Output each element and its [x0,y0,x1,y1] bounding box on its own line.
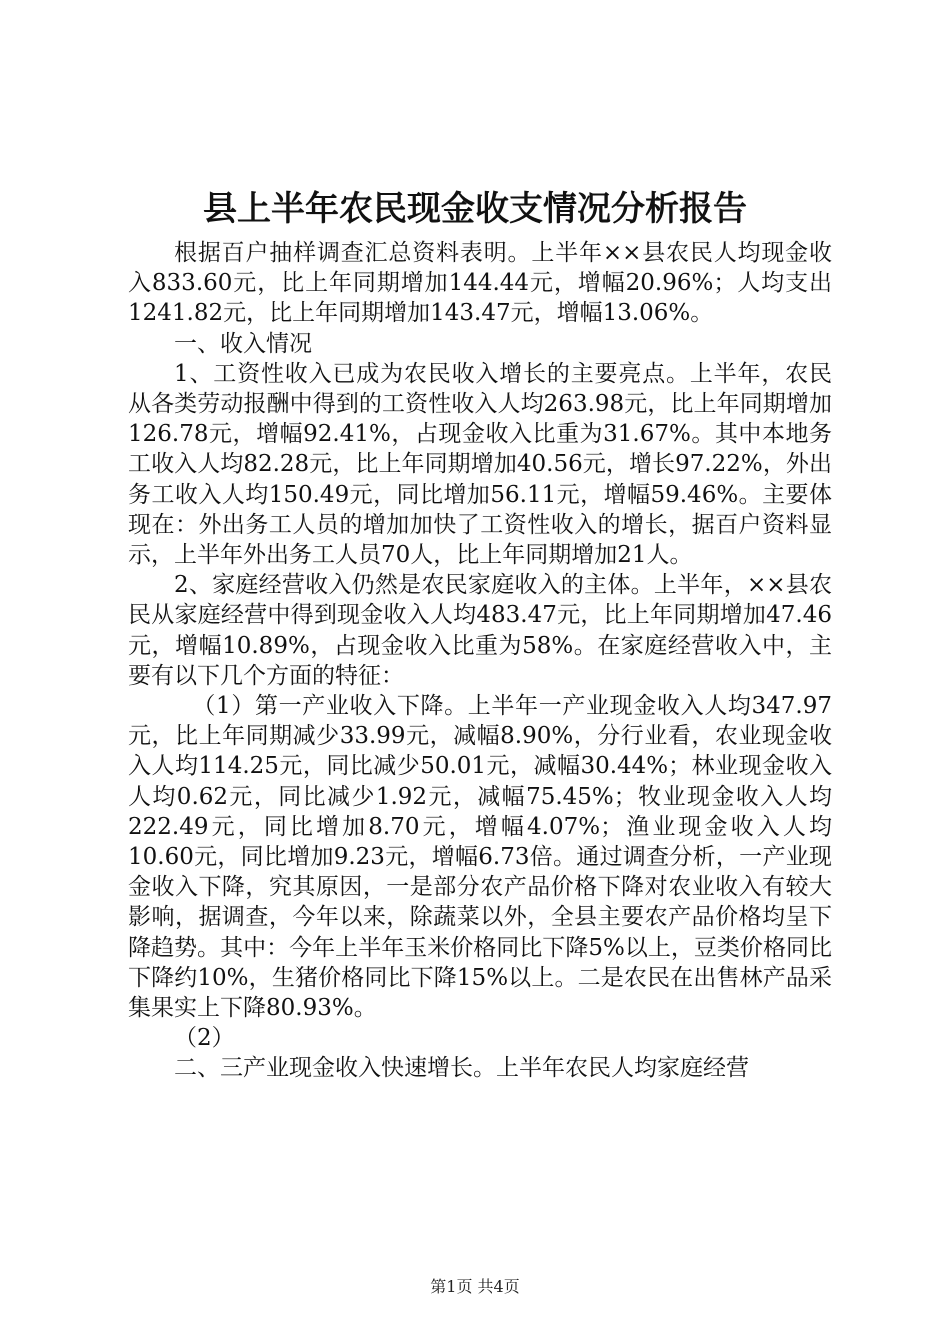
document-title: 县上半年农民现金收支情况分析报告 [203,189,747,229]
paragraph-summary: 根据百户抽样调查汇总资料表明。上半年××县农民人均现金收入833.60元，比上年同期增加144.44元，增幅20.96%；人均支出1241.82元，比上年同期增加143.47元，增幅13.06%。 [128,240,832,327]
paragraph-item-2: （2） [174,1025,235,1052]
section-heading-income: 一、收入情况 [174,330,312,357]
paragraph-household-income: 2、家庭经营收入仍然是农民家庭收入的主体。上半年，××县农民从家庭经营中得到现金收入人均483.47元，比上年同期增加47.46元，增幅10.89%，占现金收入比重为58%。在家庭经营收入中，主要有以下几个方面的特征： [128,572,832,689]
paragraph-secondary-tertiary: 二、三产业现金收入快速增长。上半年农民人均家庭经营 [174,1055,749,1082]
paragraph-wage-income: 1、工资性收入已成为农民收入增长的主要亮点。上半年，农民从各类劳动报酬中得到的工资性收入人均263.98元，比上年同期增加126.78元，增幅92.41%，占现金收入比重为31.67%。其中本地务工收入人均82.28元，比上年同期增加40.56元，增长97.22%，外出务工收入人均150.49元，同比增加56.11元，增幅59.46%。主要体现在：外出务工人员的增加加快了工资性收入的增长，据百户资料显示，上半年外出务工人员70人，比上年同期增加21人。 [128,360,832,569]
paragraph-primary-industry: （1）第一产业收入下降。上半年一产业现金收入人均347.97元，比上年同期减少33.99元，减幅8.90%，分行业看，农业现金收入人均114.25元，同比减少50.01元，减幅30.44%；林业现金收入人均0.62元，同比减少1.92元，减幅75.45%；牧业现金收入人均222.49元，同比增加8.70元，增幅4.07%；渔业现金收入人均10.60元，同比增加9.23元，增幅6.73倍。通过调查分析，一产业现金收入下降，究其原因，一是部分农产品价格下降对农业收入有较大影响，据调查，今年以来，除蔬菜以外，全县主要农产品价格均呈下降趋势。其中：今年上半年玉米价格同比下降5%以上，豆类价格同比下降约10%，生猪价格同比下降15%以上。二是农民在出售林产品采集果实上下降80.93%。 [128,693,832,1022]
page-footer: 第1页 共4页 [430,1277,520,1296]
document-body [128,238,832,1084]
